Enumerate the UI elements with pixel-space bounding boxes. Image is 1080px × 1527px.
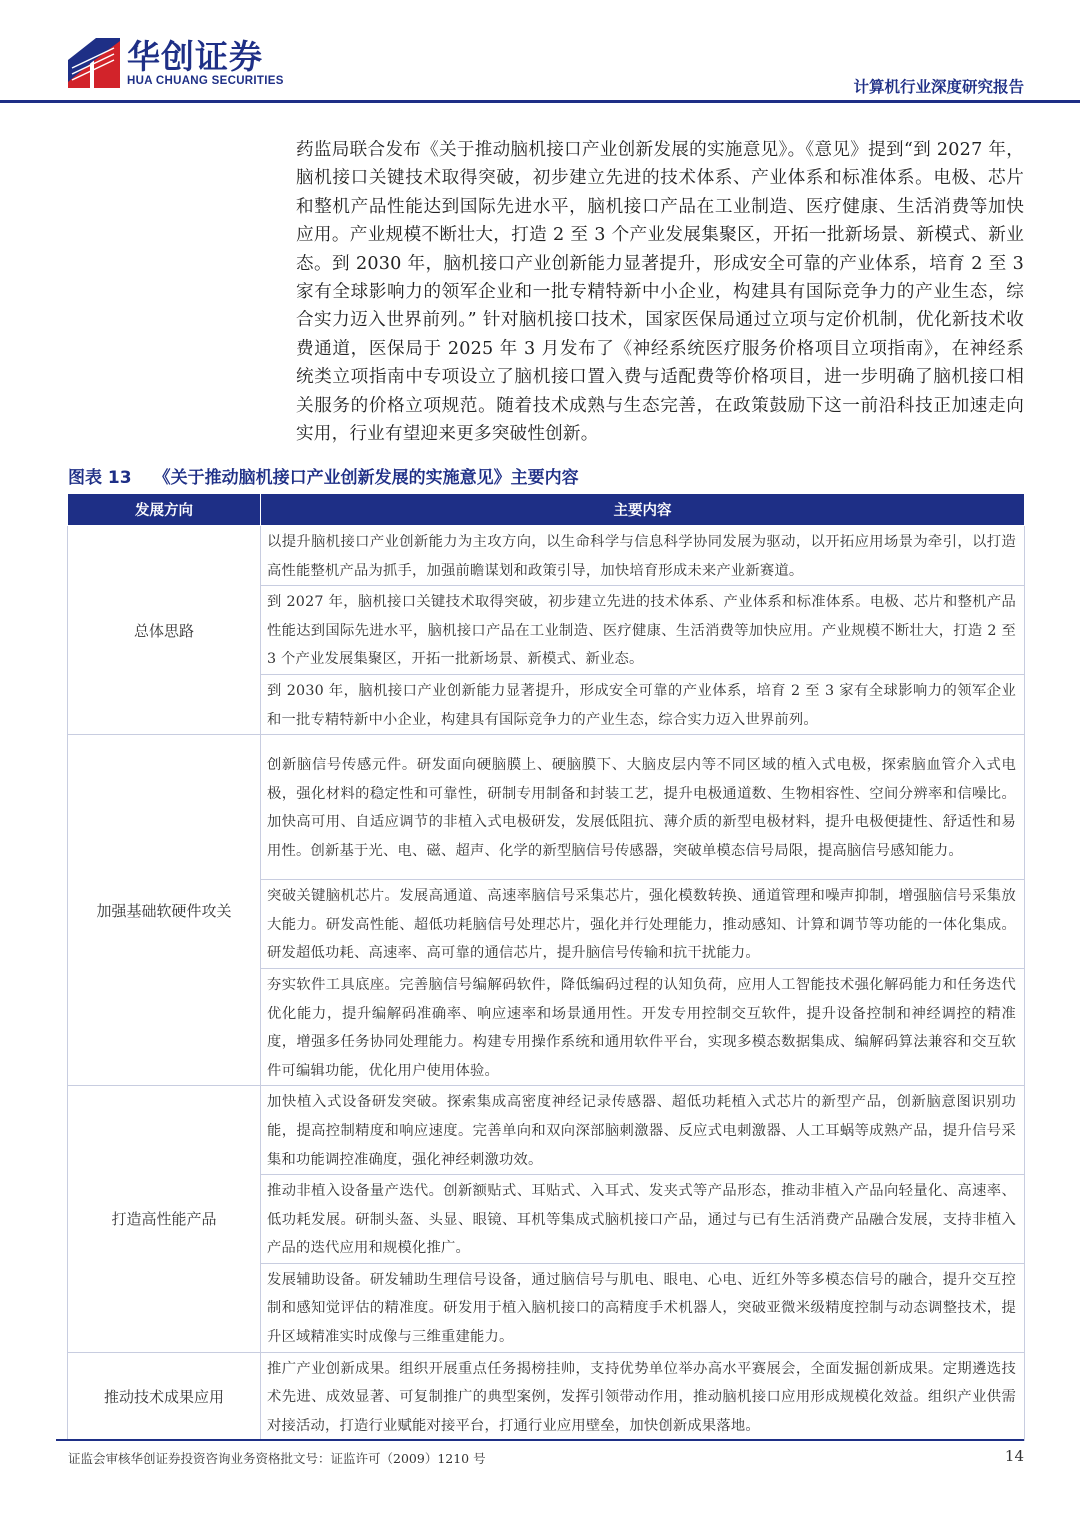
- policy-table: [67, 493, 1025, 1441]
- content-cell: 发展辅助设备。研发辅助生理信号设备，通过脑信号与肌电、眼电、心电、近红外等多模态信号的融合，提升交互控制和感知觉评估的精准度。研发用于植入脑机接口的高精度手术机器人，突破亚微米级精度控制与动态调整技术，提升区域精准实时成像与三维重建能力。: [261, 1263, 1025, 1352]
- content-cell: 推广产业创新成果。组织开展重点任务揭榜挂帅，支持优势单位举办高水平赛展会，全面发掘创新成果。定期遴选技术先进、成效显著、可复制推广的典型案例，发挥引领带动作用，推动脑机接口应用形成规模化效益。组织产业供需对接活动，打造行业赋能对接平台，打通行业应用壁垒，加快创新成果落地。: [261, 1352, 1025, 1441]
- company-name-en: HUA CHUANG SECURITIES: [127, 75, 284, 87]
- table-row: [68, 1352, 1025, 1441]
- direction-cell: 总体思路: [68, 526, 261, 735]
- direction-cell: 推动技术成果应用: [68, 1352, 261, 1441]
- content-cell: 到 2030 年，脑机接口产业创新能力显著提升，形成安全可靠的产业体系，培育 2 至 3 家有全球影响力的领军企业和一批专精特新中小企业，构建具有国际竞争力的产业生态，综合实力迈入世界前列。: [261, 674, 1025, 734]
- license-notice: 证监会审核华创证券投资咨询业务资格批文号：证监许可（2009）1210 号: [68, 1451, 486, 1466]
- content-cell: 推动非植入设备量产迭代。创新额贴式、耳贴式、入耳式、发夹式等产品形态，推动非植入产品向轻量化、高速率、低功耗发展。研制头盔、头显、眼镜、耳机等集成式脑机接口产品，通过与已有生活消费产品融合发展，支持非植入产品的迭代应用和规模化推广。: [261, 1175, 1025, 1264]
- content-cell: 以提升脑机接口产业创新能力为主攻方向，以生命科学与信息科学协同发展为驱动，以开拓应用场景为牵引，以打造高性能整机产品为抓手，加强前瞻谋划和政策引导，加快培育形成未来产业新赛道。: [261, 526, 1025, 586]
- page-header: [0, 0, 1080, 105]
- content-cell: 加快植入式设备研发突破。探索集成高密度神经记录传感器、超低功耗植入式芯片的新型产品，创新脑意图识别功能，提高控制精度和响应速度。完善单向和双向深部脑刺激器、反应式电刺激器、人工耳蜗等成熟产品，提升信号采集和功能调控准确度，强化神经刺激功效。: [261, 1086, 1025, 1175]
- column-header-content: 主要内容: [261, 494, 1025, 526]
- direction-cell: 加强基础软硬件攻关: [68, 735, 261, 1086]
- table-row: [68, 735, 1025, 880]
- hua-chuang-logo-icon: [68, 38, 120, 88]
- figure-caption: 《关于推动脑机接口产业创新发展的实施意见》主要内容: [153, 468, 579, 488]
- figure-number: 图表 13: [68, 468, 132, 488]
- body-paragraph: 药监局联合发布《关于推动脑机接口产业创新发展的实施意见》。《意见》提到“到 2027 年，脑机接口关键技术取得突破，初步建立先进的技术体系、产业体系和标准体系。电极、芯片和整机产品性能达到国际先进水平，脑机接口产品在工业制造、医疗健康、生活消费等加快应用。产业规模不断壮大，打造 2 至 3 个产业发展集聚区，开拓一批新场景、新模式、新业态。到 2030 年，脑机接口产业创新能力显著提升，形成安全可靠的产业体系，培育 2 至 3 家有全球影响力的领军企业和一批专精特新中小企业，构建具有国际竞争力的产业生态，综合实力迈入世界前列。” 针对脑机接口技术，国家医保局通过立项与定价机制，优化新技术收费通道，医保局于 2025 年 3 月发布了《神经系统医疗服务价格项目立项指南》，在神经系统类立项指南中专项设立了脑机接口置入费与适配费等价格项目，进一步明确了脑机接口相关服务的价格立项规范。随着技术成熟与生态完善，在政策鼓励下这一前沿科技正加速走向实用，行业有望迎来更多突破性创新。: [296, 140, 1024, 445]
- column-header-direction: 发展方向: [68, 494, 261, 526]
- figure-title: [68, 463, 579, 488]
- company-name-cn: 华创证券: [127, 37, 263, 76]
- page-number: 14: [1004, 1447, 1024, 1465]
- table-row: [68, 526, 1025, 586]
- table-row: [68, 1086, 1025, 1175]
- footer-divider: [56, 1439, 1024, 1441]
- report-type: 计算机行业深度研究报告: [853, 78, 1024, 96]
- content-cell: 突破关键脑机芯片。发展高通道、高速率脑信号采集芯片，强化模数转换、通道管理和噪声抑制，增强脑信号采集放大能力。研发高性能、超低功耗脑信号处理芯片，强化并行处理能力，推动感知、计算和调节等功能的一体化集成。研发超低功耗、高速率、高可靠的通信芯片，提升脑信号传输和抗干扰能力。: [261, 880, 1025, 969]
- content-cell: 创新脑信号传感元件。研发面向硬脑膜上、硬脑膜下、大脑皮层内等不同区域的植入式电极，探索脑血管介入式电极，强化材料的稳定性和可靠性，研制专用制备和封装工艺，提升电极通道数、生物相容性、空间分辨率和信噪比。加快高可用、自适应调节的非植入式电极研发，发展低阻抗、薄介质的新型电极材料，提升电极便捷性、舒适性和易用性。创新基于光、电、磁、超声、化学的新型脑信号传感器，突破单模态信号局限，提高脑信号感知能力。: [261, 735, 1025, 880]
- content-cell: 到 2027 年，脑机接口关键技术取得突破，初步建立先进的技术体系、产业体系和标准体系。电极、芯片和整机产品性能达到国际先进水平，脑机接口产品在工业制造、医疗健康、生活消费等加快应用。产业规模不断壮大，打造 2 至 3 个产业发展集聚区，开拓一批新场景、新模式、新业态。: [261, 586, 1025, 675]
- content-cell: 夯实软件工具底座。完善脑信号编解码软件，降低编码过程的认知负荷，应用人工智能技术强化解码能力和任务迭代优化能力，提升编解码准确率、响应速率和场景通用性。开发专用控制交互软件，提升设备控制和神经调控的精准度，增强多任务协同处理能力。构建专用操作系统和通用软件平台，实现多模态数据集成、编解码算法兼容和交互软件可编辑功能，优化用户使用体验。: [261, 968, 1025, 1085]
- direction-cell: 打造高性能产品: [68, 1086, 261, 1352]
- header-divider: [0, 100, 1080, 103]
- table-header-row: [68, 494, 1025, 526]
